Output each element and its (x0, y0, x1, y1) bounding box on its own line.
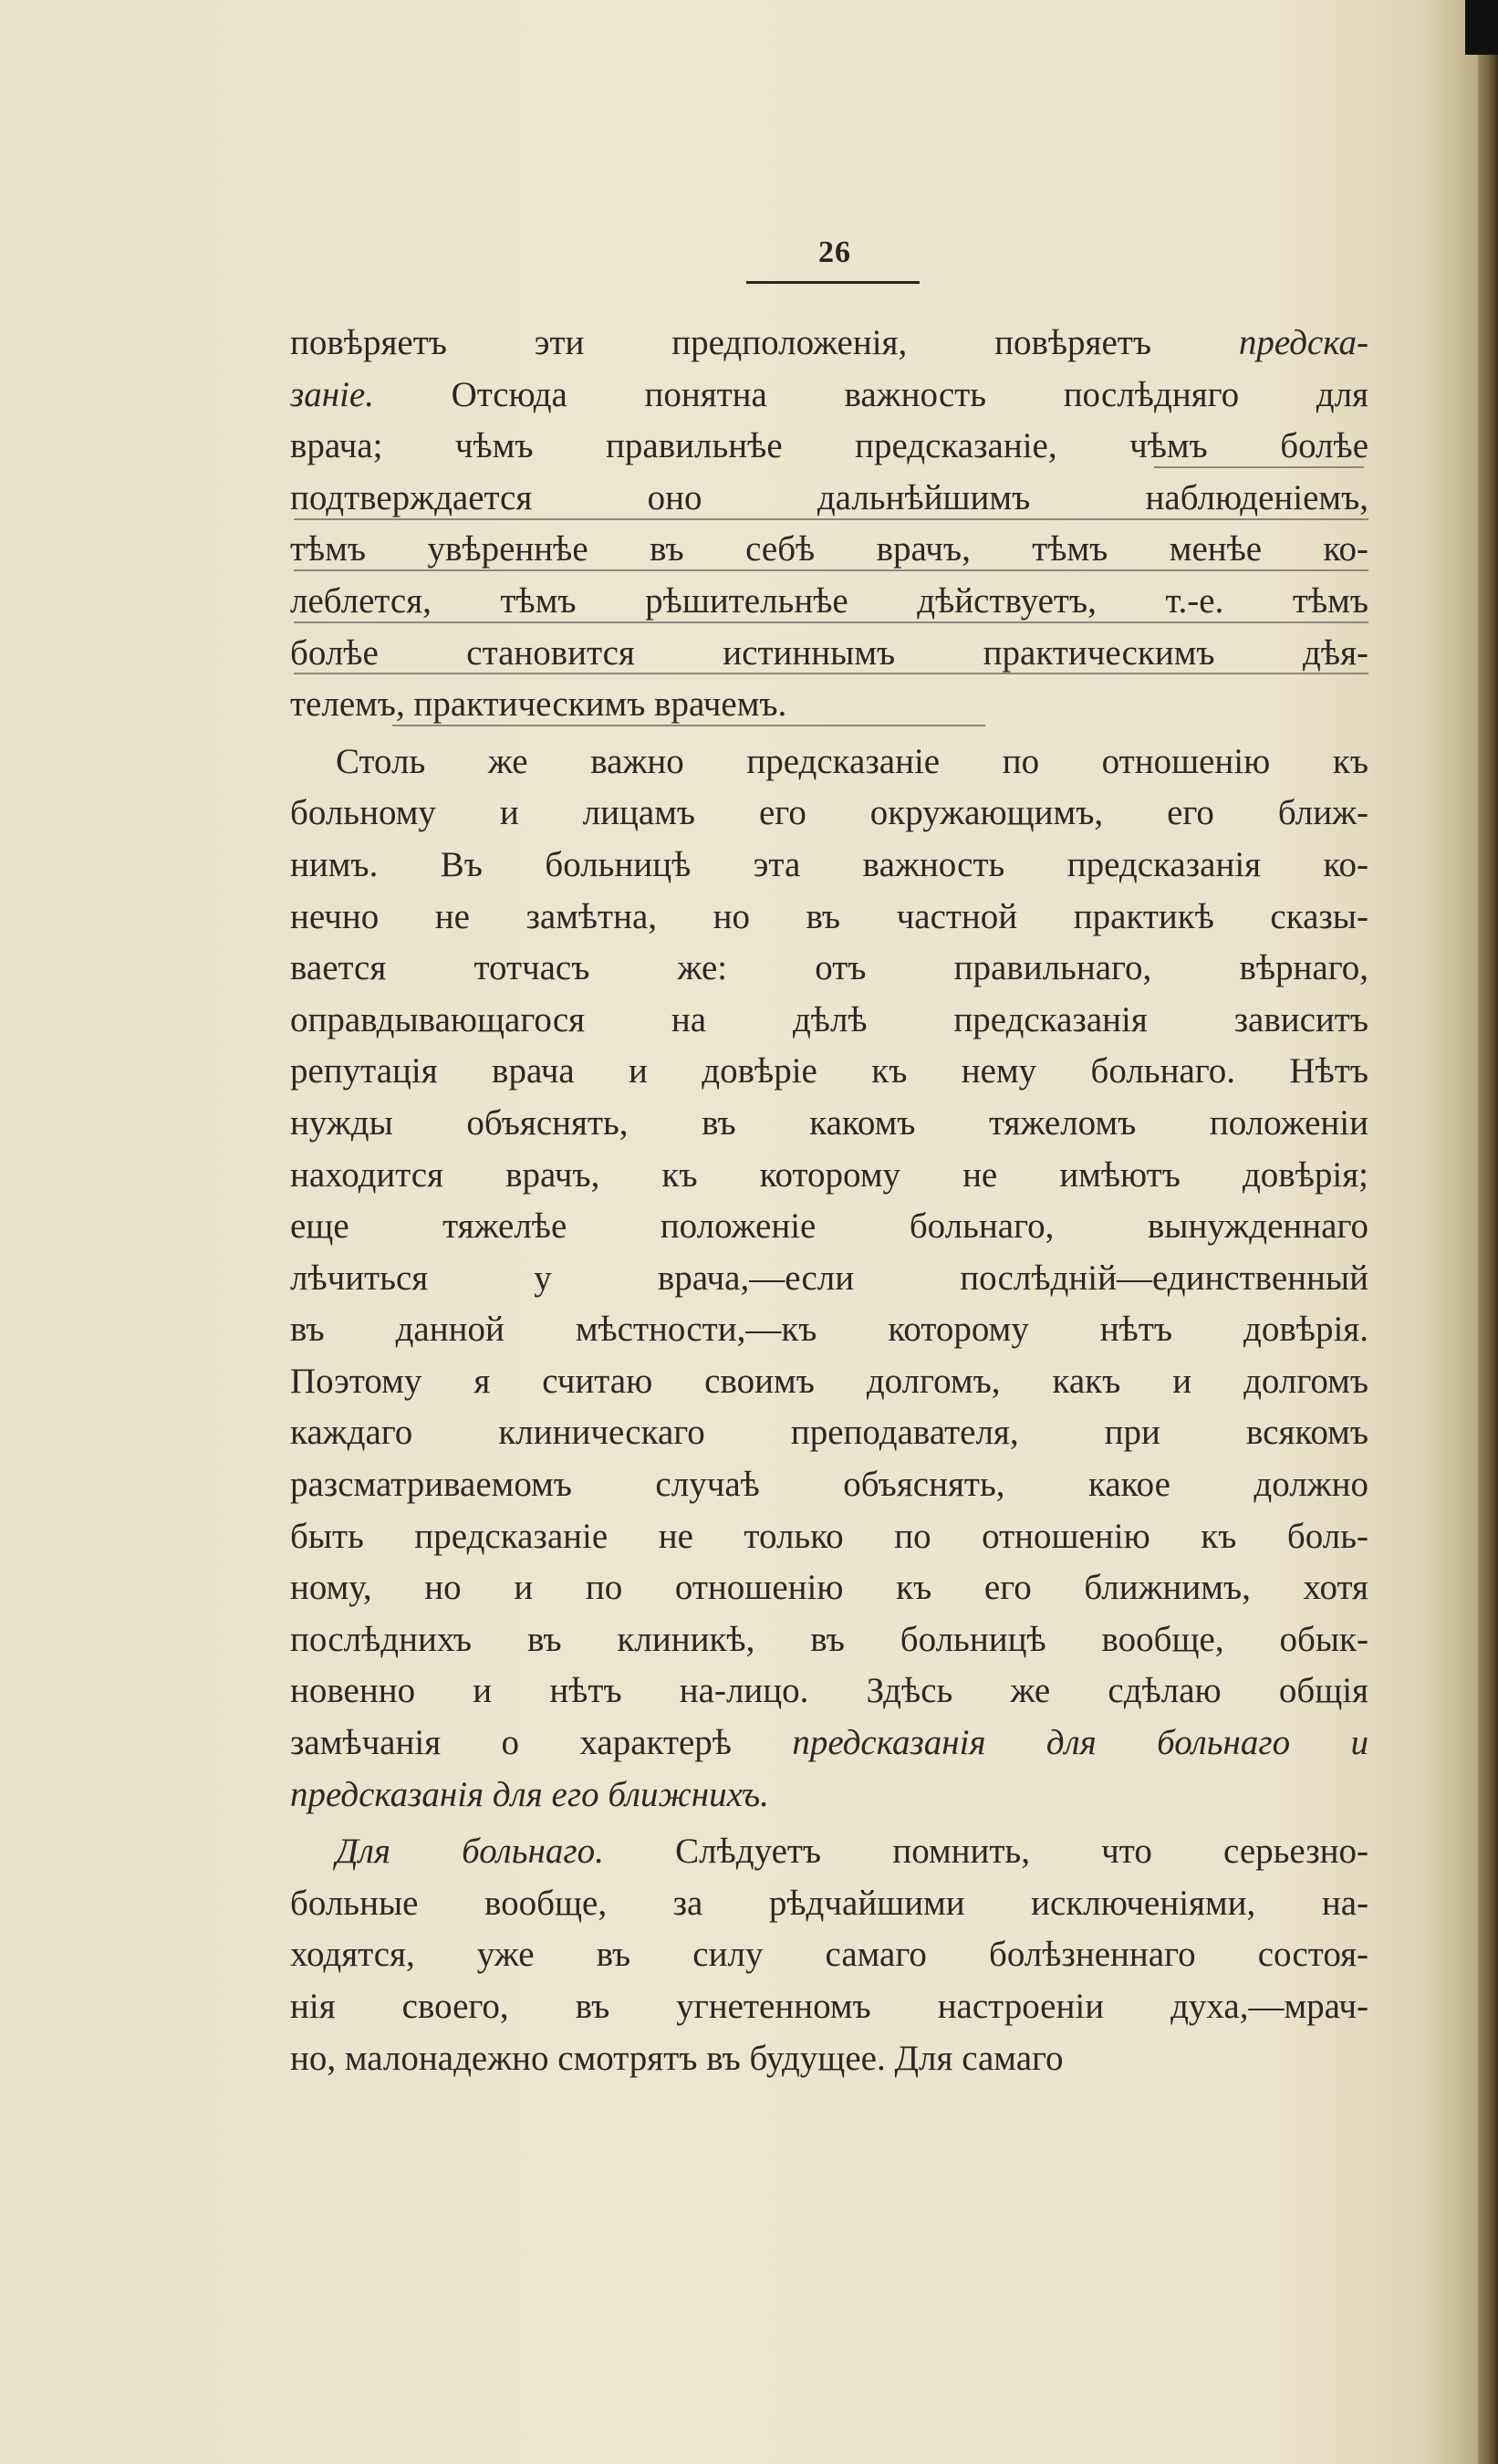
page-number: 26 (818, 235, 851, 269)
text-run: нечно не замѣтна, но въ частной практикѣ сказы- (290, 896, 1368, 936)
text-line (290, 1929, 1368, 1981)
text-line (290, 1770, 1368, 1822)
scan-corner-shadow (1465, 0, 1498, 55)
text-run: врача; чѣмъ правильнѣе предсказаніе, чѣмъ болѣе (290, 426, 1368, 466)
page-number-rule (746, 281, 920, 284)
text-run: Отсюда понятна важность послѣдняго для (373, 374, 1368, 414)
text-run: новенно и нѣтъ на-лицо. Здѣсь же сдѣлаю общія (290, 1671, 1368, 1711)
text-line (290, 1717, 1368, 1770)
text-line (290, 628, 1368, 680)
text-run: быть предсказаніе не только по отношенію къ боль- (290, 1516, 1368, 1556)
text-line (290, 1562, 1368, 1614)
text-line (290, 995, 1368, 1047)
text-line (290, 1665, 1368, 1717)
text-run: каждаго клиническаго преподавателя, при всякомъ (290, 1413, 1368, 1453)
text-line (290, 1098, 1368, 1150)
text-line (290, 473, 1368, 525)
pencil-underline (392, 725, 985, 726)
text-run: но, малонадежно смотрятъ въ будущее. Для самаго (290, 2038, 1064, 2078)
text-line (290, 1511, 1368, 1563)
text-run: нужды объяснять, въ какомъ тяжеломъ положеніи (290, 1102, 1368, 1143)
text-line (290, 1046, 1368, 1098)
text-line (290, 1826, 1368, 1878)
text-run: послѣднихъ въ клиникѣ, въ больницѣ вообще, обык- (290, 1619, 1368, 1659)
text-line (290, 421, 1368, 473)
text-run: ному, но и по отношенію къ его ближнимъ, хотя (290, 1568, 1368, 1608)
text-run: Столь же важно предсказаніе по отношенію къ (336, 741, 1368, 781)
text-run: нимъ. Въ больницѣ эта важность предсказанія ко- (290, 844, 1368, 884)
page-binding-edge (1478, 0, 1498, 2464)
text-run: въ данной мѣстности,—къ которому нѣтъ довѣрія. (290, 1310, 1368, 1350)
text-line (290, 1356, 1368, 1408)
text-run: Поэтому я считаю своимъ долгомъ, какъ и долгомъ (290, 1361, 1368, 1401)
italic-run: предсказанія для его ближнихъ. (290, 1774, 769, 1814)
text-run: больные вообще, за рѣдчайшими исключеніями, на- (290, 1883, 1368, 1923)
text-line (290, 1150, 1368, 1202)
italic-run: предсказанія для больнаго и (792, 1723, 1368, 1763)
text-line (290, 788, 1368, 840)
text-line (290, 1614, 1368, 1666)
text-line (290, 318, 1368, 370)
text-line (290, 679, 1368, 731)
text-line (290, 840, 1368, 892)
text-run: повѣряетъ эти предположенія, повѣряетъ (290, 323, 1239, 362)
text-line (290, 2033, 1368, 2085)
pencil-underline (294, 621, 1368, 623)
text-run: еще тяжелѣе положеніе больнаго, вынужденнаго (290, 1206, 1368, 1247)
text-run: больному и лицамъ его окружающимъ, его ближ- (290, 793, 1368, 833)
text-run: подтверждается оно дальнѣйшимъ наблюденіемъ, (290, 477, 1368, 517)
text-line (290, 1253, 1368, 1305)
pencil-underline (294, 518, 1368, 520)
body-text (290, 318, 1368, 2084)
text-line (290, 943, 1368, 995)
text-run: репутація врача и довѣріе къ нему больнаго. Нѣтъ (290, 1051, 1368, 1091)
text-run: замѣчанія о характерѣ (290, 1723, 793, 1763)
text-run: Слѣдуетъ помнить, что серьезно- (603, 1832, 1368, 1872)
text-line (290, 370, 1368, 422)
text-run: телемъ, практическимъ врачемъ. (290, 684, 787, 725)
text-line (290, 1981, 1368, 2033)
text-line (290, 1201, 1368, 1253)
text-line (290, 1878, 1368, 1930)
text-run: болѣе становится истиннымъ практическимъ дѣя- (290, 632, 1368, 673)
italic-run: Для больнаго. (336, 1832, 604, 1872)
pencil-underline (294, 673, 1368, 674)
italic-run: предска- (1238, 323, 1368, 362)
text-run: тѣмъ увѣреннѣе въ себѣ врачъ, тѣмъ менѣе ко- (290, 529, 1368, 569)
text-line (290, 1304, 1368, 1356)
text-run: ходятся, уже въ силу самаго болѣзненнаго состоя- (290, 1935, 1368, 1975)
text-line (290, 736, 1368, 788)
pencil-underline (1154, 466, 1364, 468)
text-line (290, 892, 1368, 944)
text-line (290, 1407, 1368, 1459)
pencil-underline (294, 569, 1368, 571)
text-run: вается тотчасъ же: отъ правильнаго, вѣрнаго, (290, 948, 1368, 988)
text-line (290, 524, 1368, 576)
text-run: леблется, тѣмъ рѣшительнѣе дѣйствуетъ, т.-е. тѣмъ (290, 580, 1368, 621)
text-run: разсматриваемомъ случаѣ объяснять, какое должно (290, 1465, 1368, 1505)
text-run: оправдывающагося на дѣлѣ предсказанія зависитъ (290, 999, 1368, 1039)
text-run: находится врачъ, къ которому не имѣютъ довѣрія; (290, 1154, 1368, 1195)
text-line (290, 576, 1368, 628)
italic-run: заніе. (290, 374, 374, 414)
text-run: лѣчиться у врача,—если послѣдній—единственный (290, 1258, 1368, 1298)
text-run: нія своего, въ угнетенномъ настроеніи духа,—мрач- (290, 1987, 1368, 2026)
text-line (290, 1459, 1368, 1511)
